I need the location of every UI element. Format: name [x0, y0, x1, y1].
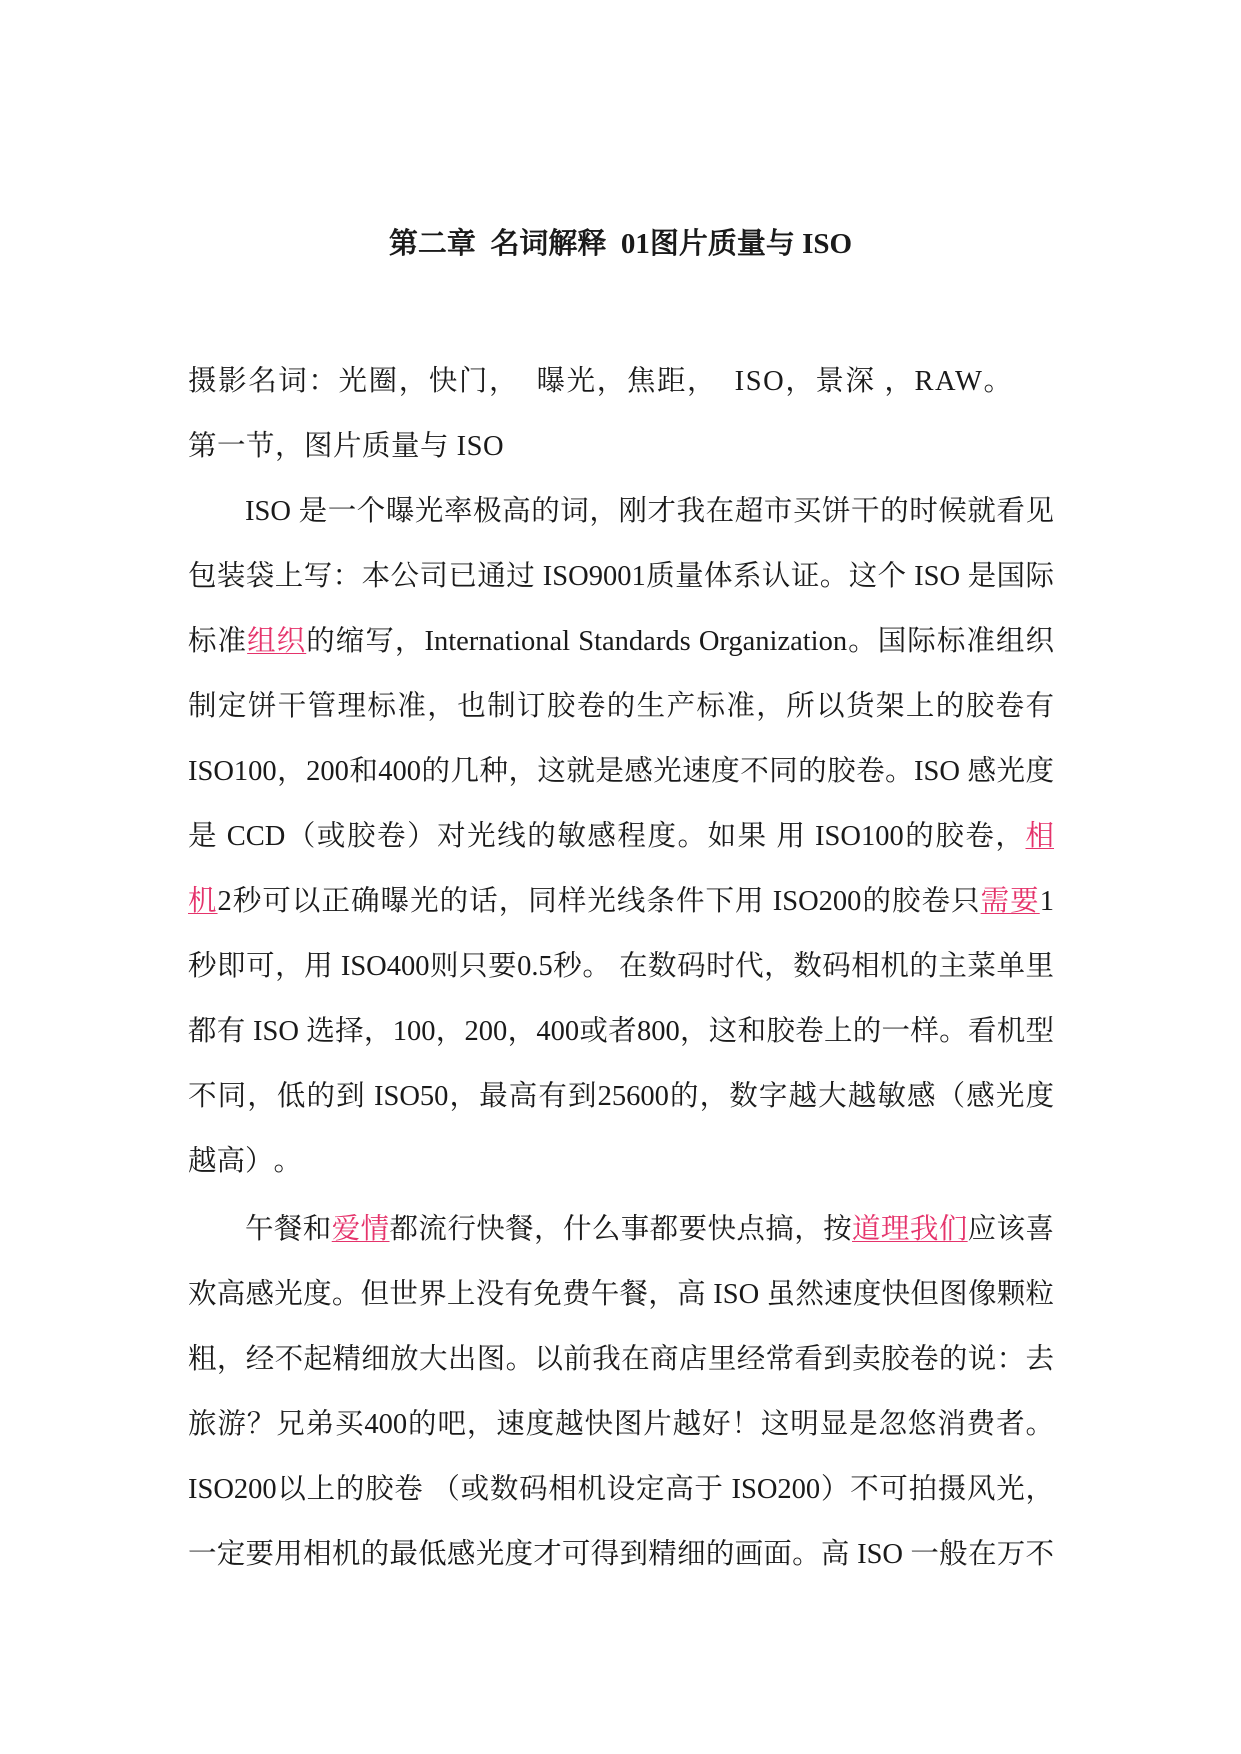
text-run: 越高）。	[188, 1146, 303, 1177]
text-line	[188, 869, 1054, 934]
terms-line: 摄影名词：光圈，快门， 曝光，焦距， ISO，景深 ，RAW。	[188, 366, 1014, 397]
text-run: 都流行快餐，什么事都要快点搞，按	[389, 1214, 853, 1245]
text-run: 欢高感光度。但世界上没有免费午餐，高 ISO 虽然速度快但图像颗粒	[188, 1279, 1054, 1310]
text-line	[188, 1457, 1054, 1522]
text-run: ISO 是一个曝光率极高的词，刚才我在超市买饼干的时候就看见	[245, 496, 1054, 527]
text-run: 的缩写，International Standards Organization。国际标准组织	[306, 626, 1054, 657]
text-line	[188, 1129, 1054, 1194]
text-line	[188, 1064, 1054, 1129]
text-run: 一定要用相机的最低感光度才可得到精细的画面。高 ISO 一般在万不	[188, 1539, 1054, 1570]
paragraph	[188, 1197, 1054, 1587]
text-line	[188, 999, 1054, 1064]
text-run: ISO100，200和400的几种，这就是感光速度不同的胶卷。ISO 感光度	[188, 756, 1054, 787]
text-run: 粗，经不起精细放大出图。以前我在商店里经常看到卖胶卷的说：去	[188, 1344, 1054, 1375]
hyperlink[interactable]: 机	[188, 886, 218, 917]
text-run: 应该喜	[967, 1214, 1054, 1245]
text-line	[188, 1262, 1054, 1327]
paragraph	[188, 479, 1054, 1194]
text-run: 2秒可以正确曝光的话，同样光线条件下用 ISO200的胶卷只	[217, 886, 981, 917]
hyperlink[interactable]: 组织	[247, 626, 307, 657]
text-run: 都有 ISO 选择，100，200，400或者800，这和胶卷上的一样。看机型	[188, 1016, 1054, 1047]
text-run: 标准	[188, 626, 248, 657]
text-line	[188, 1327, 1054, 1392]
text-run: 1	[1039, 886, 1054, 917]
text-line	[188, 544, 1054, 609]
document-body	[188, 349, 1054, 1587]
text-run: 是 CCD（或胶卷）对光线的敏感程度。如果 用 ISO100的胶卷，	[188, 821, 1026, 852]
text-line	[188, 674, 1054, 739]
text-line	[188, 934, 1054, 999]
text-line	[188, 1197, 1054, 1262]
text-line	[188, 1392, 1054, 1457]
text-line	[188, 804, 1054, 869]
text-line	[188, 739, 1054, 804]
chapter-title: 第二章 名词解释 01图片质量与 ISO	[388, 228, 853, 260]
hyperlink[interactable]: 需要	[980, 886, 1040, 917]
text-run: 旅游？兄弟买400的吧，速度越快图片越好！这明显是忽悠消费者。	[188, 1409, 1054, 1440]
text-line	[188, 1522, 1054, 1587]
hyperlink[interactable]: 爱情	[331, 1214, 390, 1245]
text-line	[188, 479, 1054, 544]
text-run: 秒即可，用 ISO400则只要0.5秒。 在数码时代，数码相机的主菜单里	[188, 951, 1054, 982]
text-run: 包装袋上写：本公司已通过 ISO9001质量体系认证。这个 ISO 是国际	[188, 561, 1054, 592]
text-run: 午餐和	[245, 1214, 332, 1245]
hyperlink[interactable]: 道理我们	[852, 1214, 968, 1245]
text-line	[188, 609, 1054, 674]
section-heading: 第一节，图片质量与 ISO	[188, 431, 505, 462]
text-run: 制定饼干管理标准，也制订胶卷的生产标准，所以货架上的胶卷有	[188, 691, 1054, 722]
hyperlink[interactable]: 相	[1025, 821, 1054, 852]
text-run: 不同，低的到 ISO50，最高有到25600的，数字越大越敏感（感光度	[188, 1081, 1054, 1112]
text-run: ISO200以上的胶卷 （或数码相机设定高于 ISO200）不可拍摄风光，	[188, 1474, 1054, 1505]
